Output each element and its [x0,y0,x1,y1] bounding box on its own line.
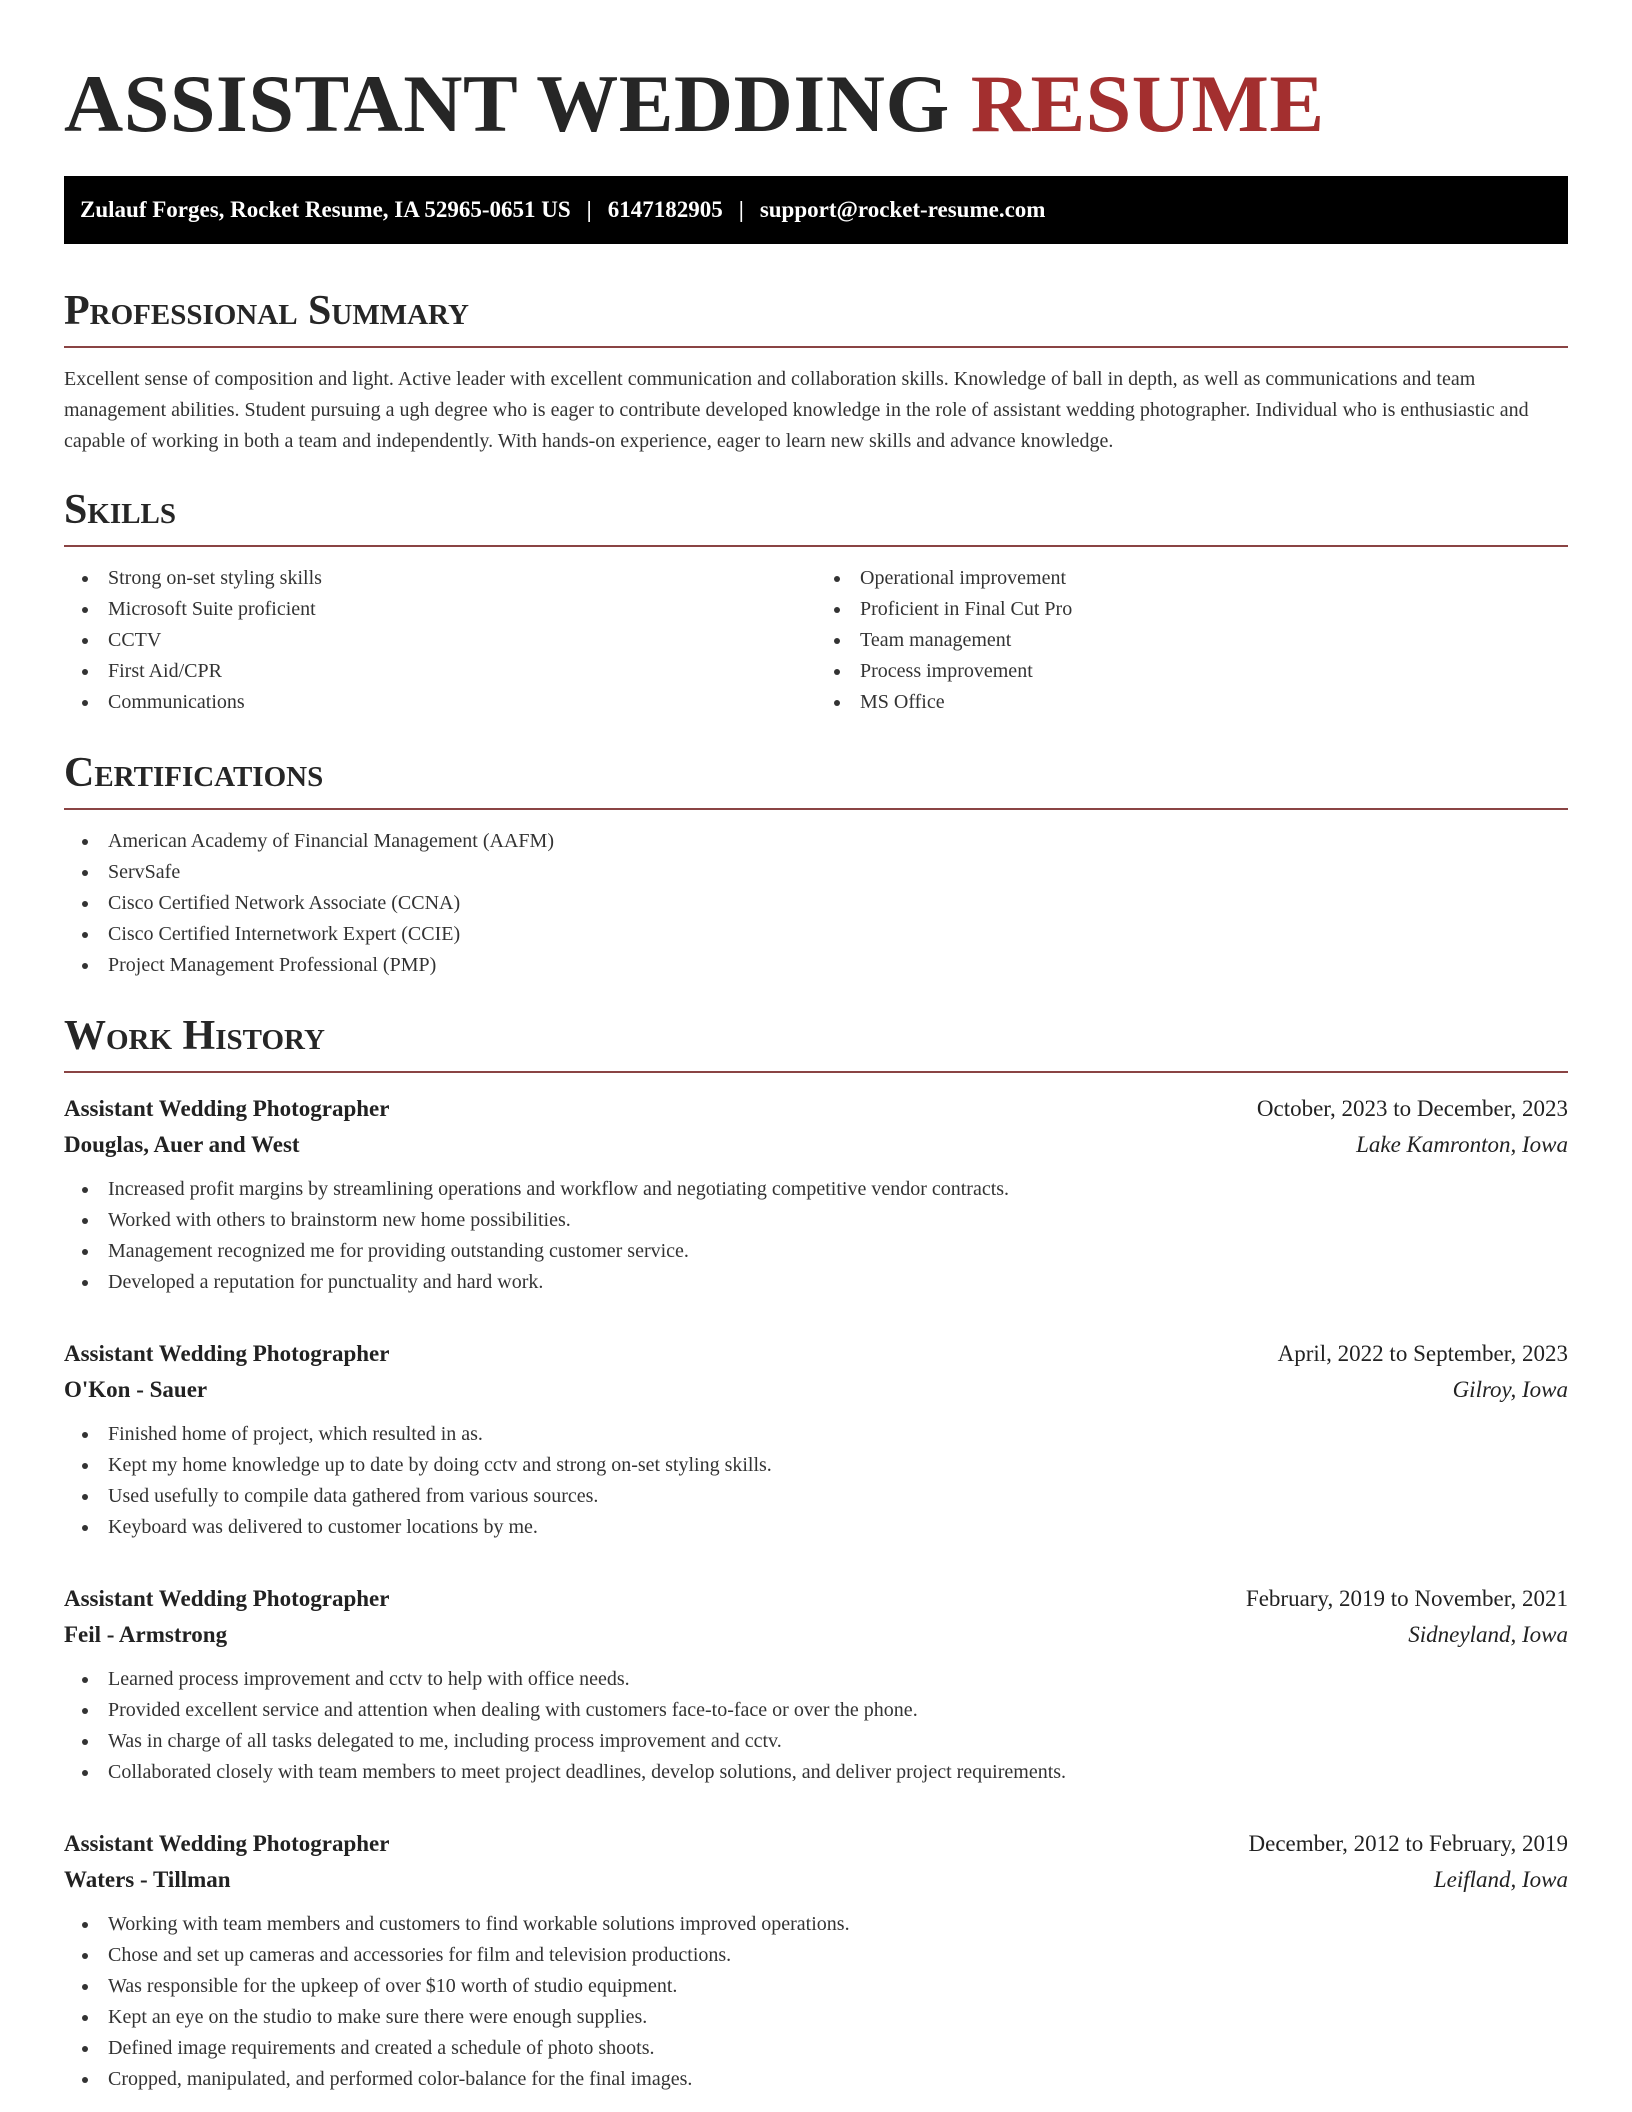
contact-address: Zulauf Forges, Rocket Resume, IA 52965-0651 US [80,197,571,222]
skill-item: Communications [64,687,816,718]
job-dates: December, 2012 to February, 2019 [1248,1831,1568,1856]
job-header-row [64,1826,1568,1862]
contact-phone: 6147182905 [607,197,723,222]
job-bullets [64,1909,1568,2095]
certification-item: Cisco Certified Internetwork Expert (CCIE) [64,919,1568,950]
job-bullet: Kept my home knowledge up to date by doing cctv and strong on-set styling skills. [64,1450,1568,1481]
job-bullet: Kept an eye on the studio to make sure there were enough supplies. [64,2002,1568,2033]
summary-text: Excellent sense of composition and light. Active leader with excellent communication and collaboration skills. Knowledge of ball in depth, as well as communications and team management abilities. Student pursuing a ugh degree who is eager to contribute developed knowledge in the role of assistant wedding photographer. Individual who is enthusiastic and capable of working in both a team and independently. With hands-on experience, eager to learn new skills and advance knowledge. [64,368,1529,452]
job-bullet: Provided excellent service and attention when dealing with customers face-to-face or over the phone. [64,1695,1568,1726]
certifications-heading: Certifications [64,748,1568,810]
job-bullet: Finished home of project, which resulted in as. [64,1419,1568,1450]
job-title: Assistant Wedding Photographer [64,1586,390,1611]
contact-separator: | [586,197,592,222]
job-dates: February, 2019 to November, 2021 [1245,1586,1568,1611]
job-dates: April, 2022 to September, 2023 [1277,1341,1568,1366]
job-dates: October, 2023 to December, 2023 [1256,1096,1568,1121]
job-entry [64,1826,1568,2095]
job-bullet: Keyboard was delivered to customer locations by me. [64,1512,1568,1543]
title-accent: RESUME [970,58,1325,149]
contact-separator: | [738,197,744,222]
job-bullet: Was in charge of all tasks delegated to me, including process improvement and cctv. [64,1726,1568,1757]
skills-heading: Skills [64,485,1568,547]
job-header-row [64,1581,1568,1617]
job-bullet: Working with team members and customers to find workable solutions improved operations. [64,1909,1568,1940]
job-location: Lake Kamronton, Iowa [1356,1132,1568,1157]
skill-item: Operational improvement [816,563,1568,594]
job-company-row [64,1372,1568,1408]
skill-item: Proficient in Final Cut Pro [816,594,1568,625]
job-company: Feil - Armstrong [64,1622,228,1647]
job-bullet: Management recognized me for providing outstanding customer service. [64,1236,1568,1267]
contact-bar [64,176,1568,244]
job-bullet: Was responsible for the upkeep of over $10 worth of studio equipment. [64,1971,1568,2002]
job-company: Douglas, Auer and West [64,1132,300,1157]
certification-item: Project Management Professional (PMP) [64,950,1568,981]
title-main: ASSISTANT WEDDING [64,58,950,149]
job-entry [64,1581,1568,1788]
job-company-row [64,1127,1568,1163]
job-bullet: Collaborated closely with team members to meet project deadlines, develop solutions, and deliver project requirements. [64,1757,1568,1788]
job-bullet: Worked with others to brainstorm new home possibilities. [64,1205,1568,1236]
skills-list-right [816,563,1568,718]
job-bullets [64,1174,1568,1298]
job-header-row [64,1091,1568,1127]
summary-heading: Professional Summary [64,286,1568,348]
job-bullets [64,1419,1568,1543]
skill-item: Strong on-set styling skills [64,563,816,594]
skill-item: MS Office [816,687,1568,718]
job-bullet: Developed a reputation for punctuality and hard work. [64,1267,1568,1298]
contact-email: support@rocket-resume.com [759,197,1046,222]
skill-item: Team management [816,625,1568,656]
skill-item: CCTV [64,625,816,656]
skills-columns [64,563,1568,718]
job-entry [64,1336,1568,1543]
job-location: Leifland, Iowa [1433,1867,1568,1892]
job-title: Assistant Wedding Photographer [64,1341,390,1366]
job-entry [64,1091,1568,1298]
skill-item: Process improvement [816,656,1568,687]
certification-item: Cisco Certified Network Associate (CCNA) [64,888,1568,919]
job-location: Gilroy, Iowa [1452,1377,1568,1402]
job-bullets [64,1664,1568,1788]
job-bullet: Used usefully to compile data gathered from various sources. [64,1481,1568,1512]
job-company-row [64,1862,1568,1898]
resume-title [64,0,1568,150]
job-bullet: Defined image requirements and created a schedule of photo shoots. [64,2033,1568,2064]
job-title: Assistant Wedding Photographer [64,1831,390,1856]
job-bullet: Chose and set up cameras and accessories for film and television productions. [64,1940,1568,1971]
skills-column-right [816,563,1568,718]
skill-item: First Aid/CPR [64,656,816,687]
work-history-heading: Work History [64,1011,1568,1073]
job-bullet: Cropped, manipulated, and performed color-balance for the final images. [64,2064,1568,2095]
job-title: Assistant Wedding Photographer [64,1096,390,1121]
job-company: Waters - Tillman [64,1867,231,1892]
job-company: O'Kon - Sauer [64,1377,208,1402]
skills-column-left [64,563,816,718]
job-location: Sidneyland, Iowa [1408,1622,1568,1647]
job-bullet: Increased profit margins by streamlining operations and workflow and negotiating competitive vendor contracts. [64,1174,1568,1205]
skills-list-left [64,563,816,718]
certifications-list [64,826,1568,981]
certification-item: American Academy of Financial Management (AAFM) [64,826,1568,857]
job-header-row [64,1336,1568,1372]
job-bullet: Learned process improvement and cctv to help with office needs. [64,1664,1568,1695]
skill-item: Microsoft Suite proficient [64,594,816,625]
job-company-row [64,1617,1568,1653]
certification-item: ServSafe [64,857,1568,888]
